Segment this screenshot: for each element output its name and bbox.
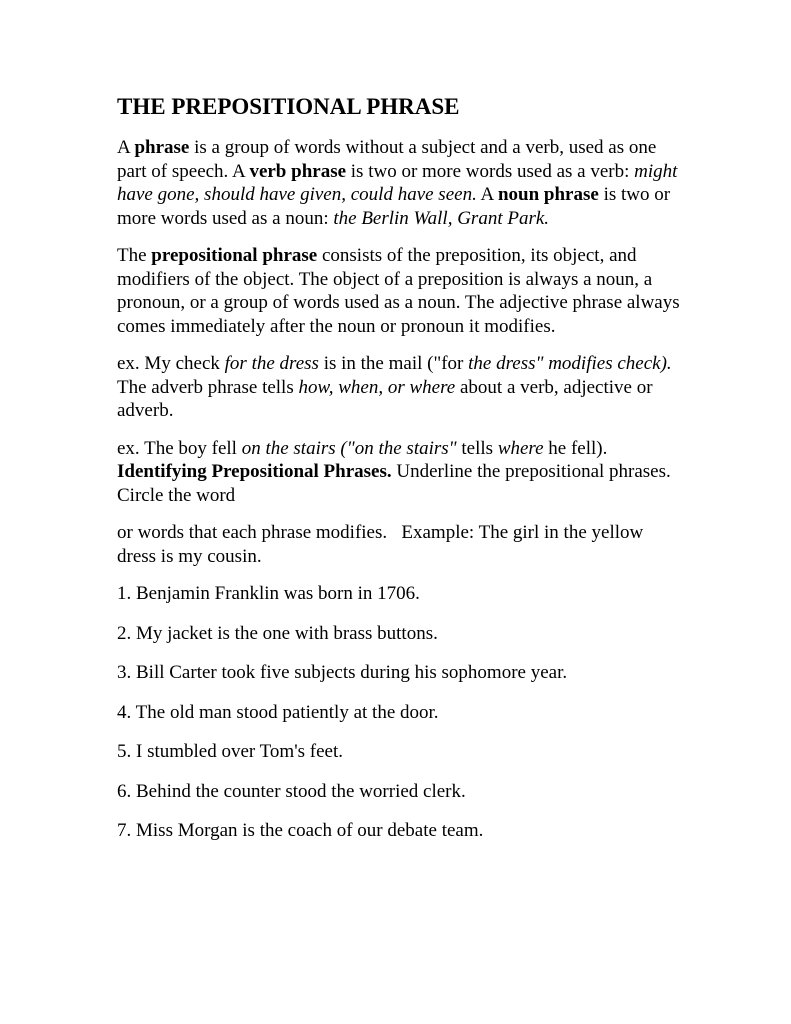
paragraph-example-adverb bbox=[117, 437, 687, 508]
exercise-item: 6. Behind the counter stood the worried clerk. bbox=[117, 780, 466, 802]
adverb-questions: how, when, or where bbox=[298, 376, 456, 398]
text: or words that each phrase modifies. Example: The girl in the yellow dress is my cousin. bbox=[117, 522, 648, 567]
exercise-item: 5. I stumbled over Tom's feet. bbox=[117, 741, 344, 762]
term-noun-phrase: noun phrase bbox=[497, 184, 599, 205]
example-where: where bbox=[497, 437, 544, 459]
text: he fell). bbox=[543, 437, 622, 459]
exercise-item: 4. The old man stood patiently at the door. bbox=[117, 701, 439, 723]
example-phrase: for the dress bbox=[224, 353, 319, 374]
text: ex. The boy fell bbox=[117, 437, 242, 459]
exercise-heading: Identifying Prepositional Phrases. bbox=[117, 461, 392, 482]
noun-phrase-examples: the Berlin Wall, Grant Park. bbox=[333, 207, 550, 229]
paragraph-prepositional-phrase bbox=[117, 244, 687, 338]
text: consists of the preposition, its object, and modifiers of the object. The object of a preposition is always a noun, a pronoun, or a group of words used as a noun. The adjective phrase always comes immediately after the noun or pronoun it modifies. bbox=[117, 245, 680, 337]
text: is in the mail ("for bbox=[318, 353, 469, 374]
paragraph-example-adjective bbox=[117, 352, 687, 423]
text: is two or more words used as a verb: bbox=[346, 160, 635, 182]
document-page bbox=[117, 92, 687, 859]
exercise-item: 1. Benjamin Franklin was born in 1706. bbox=[117, 583, 420, 604]
text: The bbox=[117, 245, 152, 266]
text: is two or more words used as a noun: bbox=[117, 184, 671, 229]
verb-phrase-examples: might have gone, should have given, could have seen. bbox=[117, 160, 678, 205]
exercise-item: 7. Miss Morgan is the coach of our debate team. bbox=[117, 820, 484, 841]
text: is a group of words without a subject and a verb, used as one part of speech. A bbox=[117, 137, 657, 182]
text: Underline the prepositional phrases. Circle the word bbox=[117, 461, 671, 506]
term-prepositional-phrase: prepositional phrase bbox=[151, 245, 318, 266]
exercise-item: 3. Bill Carter took five subjects during his sophomore year. bbox=[117, 662, 568, 683]
example-phrase: on the stairs ("on the stairs" bbox=[241, 437, 457, 459]
text: A bbox=[476, 184, 498, 205]
term-verb-phrase: verb phrase bbox=[249, 160, 347, 182]
text: ex. My check bbox=[117, 353, 225, 374]
term-phrase: phrase bbox=[134, 137, 190, 158]
text: tells bbox=[456, 437, 498, 459]
document-title: THE PREPOSITIONAL PHRASE bbox=[117, 94, 460, 119]
text: The adverb phrase tells bbox=[117, 353, 686, 398]
text: A bbox=[117, 137, 135, 158]
example-note: the dress" modifies check). bbox=[468, 353, 672, 374]
paragraph-phrase-definition bbox=[117, 136, 687, 230]
paragraph-instructions bbox=[117, 521, 687, 568]
text: about a verb, adjective or adverb. bbox=[117, 376, 653, 421]
exercise-list bbox=[117, 582, 687, 843]
exercise-item: 2. My jacket is the one with brass buttons. bbox=[117, 622, 438, 644]
